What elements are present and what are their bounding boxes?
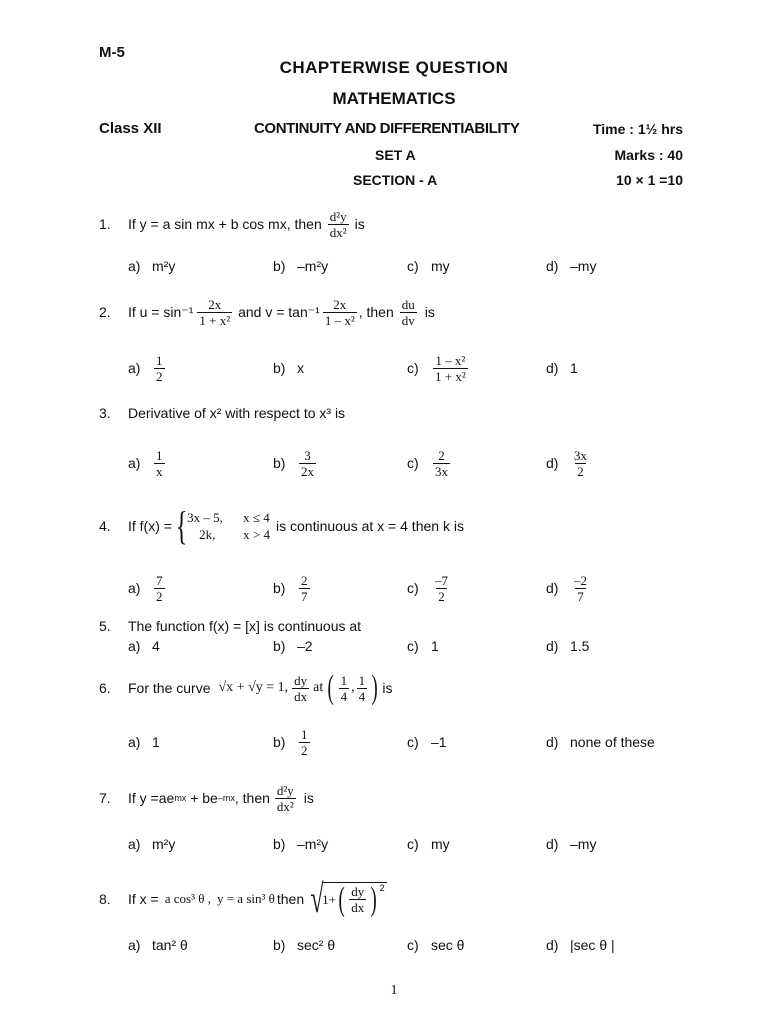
option-a[interactable]: a) 4: [128, 638, 160, 654]
fraction: $\frac{\text{d²y}}{\text{dx²}}$: [276, 782, 294, 814]
fraction: $\frac{1}{4}$: [340, 672, 348, 704]
question-text: The function f(x) = [x] is continuous at: [128, 618, 362, 634]
option-d[interactable]: d) $\frac{-2}{7}$: [546, 572, 587, 604]
fraction: $\frac{2}{7}$: [301, 572, 308, 604]
question-number: 7.: [99, 790, 111, 806]
option-d[interactable]: d) 1.5: [546, 638, 590, 654]
options-q8: [0, 928, 768, 962]
class-label: Class XII: [99, 120, 162, 137]
question-6: 6. For the curve √x + √y = 1, $\frac{dy}{dx}$ at ( $\frac{1}{4}$ , $\frac{1}{4}$ ) is: [99, 669, 393, 706]
options-q1: [0, 249, 768, 283]
y-parametric: y = a sin³ θ: [216, 891, 275, 906]
option-d[interactable]: d) –my: [546, 258, 597, 274]
fraction: $\frac{\text{1 – x²}}{\text{1 + x²}}$: [435, 352, 466, 384]
fraction: $\frac{2}{3x}$: [435, 447, 448, 479]
fraction: $\frac{dy}{dx}$: [294, 672, 308, 704]
sqrt-sign: √: [310, 876, 324, 921]
option-b[interactable]: b) –m²y: [273, 258, 329, 274]
fraction: $\frac{-2}{7}$: [574, 572, 587, 604]
x-parametric: a cos³ θ ,: [164, 891, 211, 906]
sqrt-radicand: 1+ ( $\frac{dy}{dx}$ ) $^2$: [322, 880, 385, 918]
question-2: 2. If u = sin⁻¹ $\frac{2x}{\text{1 + x²}}$ and v = tan⁻¹ $\frac{2x}{\text{1 – x²}}$ , then $\frac{du}{dv}$ is: [99, 296, 435, 328]
question-number: 2.: [99, 304, 111, 320]
option-c[interactable]: c) my: [407, 258, 450, 274]
options-q7: [0, 827, 768, 861]
option-a[interactable]: a) 1: [128, 734, 160, 750]
question-number: 6.: [99, 680, 111, 696]
question-8: 8. If x = a cos³ θ , y = a sin³ θ then √ 1+ ( $\frac{dy}{dx}$ ) $^2$: [99, 876, 385, 921]
option-d[interactable]: d) 1: [546, 360, 578, 376]
section-marks: 10 × 1 =10: [616, 172, 683, 188]
question-text: Derivative of x² with respect to x³ is: [128, 405, 346, 421]
option-b[interactable]: b) sec² θ: [273, 937, 336, 953]
option-b[interactable]: b) $\frac{1}{2}$: [273, 726, 308, 758]
option-c[interactable]: c) my: [407, 836, 450, 852]
option-d[interactable]: d) $\frac{3x}{2}$: [546, 447, 587, 479]
question-number: 1.: [99, 216, 111, 232]
fraction: $\frac{1}{x}$: [156, 447, 163, 479]
option-b[interactable]: b) –m²y: [273, 836, 329, 852]
option-b[interactable]: b) –2: [273, 638, 313, 654]
fraction: $\frac{7}{2}$: [156, 572, 163, 604]
fraction: $\frac{du}{dv}$: [401, 296, 415, 328]
options-q6: [0, 725, 768, 759]
option-d[interactable]: d) –my: [546, 836, 597, 852]
fraction: $\frac{3x}{2}$: [574, 447, 587, 479]
curve-equation: √x + √y = 1,: [218, 680, 289, 695]
option-b[interactable]: b) $\frac{2}{7}$: [273, 572, 308, 604]
option-b[interactable]: b) x: [273, 360, 304, 376]
question-number: 5.: [99, 618, 111, 634]
option-a[interactable]: a) m²y: [128, 836, 176, 852]
question-number: 8.: [99, 891, 111, 907]
question-7: 7. If y =ae mx + be –mx , then $\frac{\text{d²y}}{\text{dx²}}$ is: [99, 782, 314, 814]
question-4: 4. If f(x) = { 3x – 5, x ≤ 4 2k, x > 4 is continuous at x = 4 then k is: [99, 503, 464, 548]
option-c[interactable]: c) $\frac{-7}{2}$: [407, 572, 448, 604]
section-label: SECTION - A: [353, 172, 438, 188]
option-c[interactable]: c) $\frac{\text{1 – x²}}{\text{1 + x²}}$: [407, 352, 466, 384]
fraction: $\frac{1}{2}$: [156, 352, 163, 384]
options-q2: [0, 351, 768, 385]
chapter-title: CONTINUITY AND DIFFERENTIABILITY: [254, 120, 520, 137]
question-text: If y = a sin mx + b cos mx, then: [128, 216, 322, 232]
paper-code: M-5: [99, 44, 125, 61]
option-a[interactable]: a) m²y: [128, 258, 176, 274]
left-brace: {: [175, 503, 188, 548]
question-5: [0, 616, 768, 636]
fraction: $\frac{-7}{2}$: [435, 572, 448, 604]
option-c[interactable]: c) $\frac{2}{3x}$: [407, 447, 448, 479]
option-a[interactable]: a) tan² θ: [128, 937, 188, 953]
question-number: 4.: [99, 518, 111, 534]
fraction: $\frac{dy}{dx}$: [351, 884, 365, 915]
set-label: SET A: [375, 147, 416, 163]
option-b[interactable]: b) $\frac{3}{2x}$: [273, 447, 314, 479]
fraction: $\frac{2x}{\text{1 – x²}}$: [324, 296, 355, 328]
fraction: $\frac{3}{2x}$: [301, 447, 314, 479]
fraction: $\frac{2x}{\text{1 + x²}}$: [199, 296, 231, 328]
options-q3: [0, 446, 768, 480]
time-label: Time : 1½ hrs: [592, 121, 683, 137]
option-d[interactable]: d) |sec θ |: [546, 937, 615, 953]
fraction: $\frac{1}{2}$: [301, 726, 308, 758]
option-c[interactable]: c) sec θ: [407, 937, 465, 953]
option-c[interactable]: c) –1: [407, 734, 447, 750]
question-number: 3.: [99, 405, 111, 421]
options-q5: [0, 636, 768, 656]
question-1: 1. If y = a sin mx + b cos mx, then $\frac{\text{d²y}}{\text{dx²}}$ is: [99, 208, 365, 240]
marks-label: Marks : 40: [614, 147, 683, 163]
option-a[interactable]: a) $\frac{1}{x}$: [128, 447, 163, 479]
option-a[interactable]: a) $\frac{1}{2}$: [128, 352, 163, 384]
paper-title: CHAPTERWISE QUESTION: [279, 58, 509, 77]
option-d[interactable]: d) none of these: [546, 734, 655, 750]
option-c[interactable]: c) 1: [407, 638, 439, 654]
subject-title: MATHEMATICS: [332, 89, 456, 108]
options-q4: [0, 571, 768, 605]
page-number: 1: [390, 983, 398, 998]
question-3: [0, 402, 768, 424]
fraction: $\frac{\text{d²y}}{\text{dx²}}$: [329, 208, 347, 240]
fraction: $\frac{1}{4}$: [358, 672, 366, 704]
option-a[interactable]: a) $\frac{7}{2}$: [128, 572, 163, 604]
piecewise-definition: 3x – 5, x ≤ 4 2k, x > 4: [187, 510, 270, 542]
